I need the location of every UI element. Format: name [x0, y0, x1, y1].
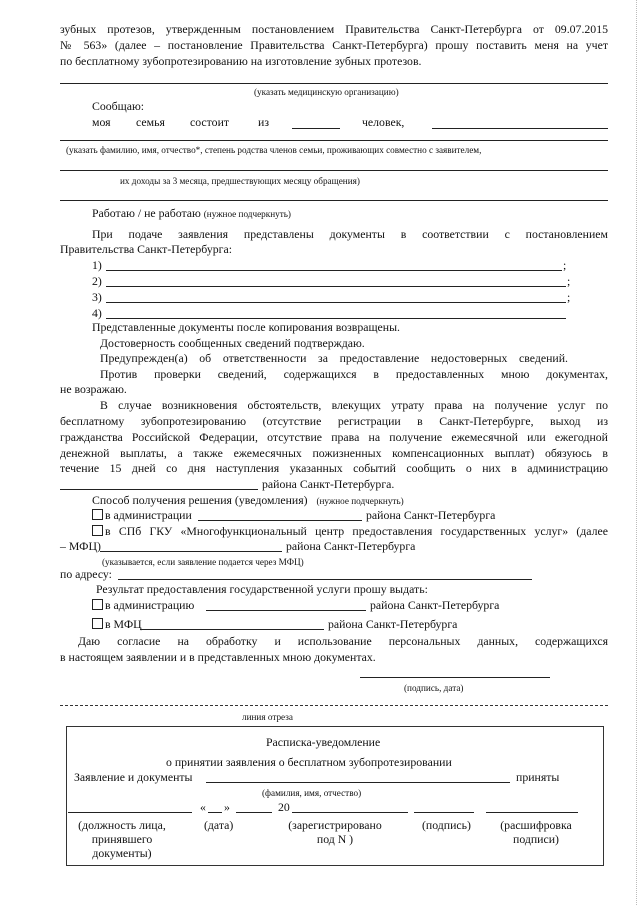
receipt-year-prefix: 20	[278, 800, 290, 814]
cut-line-label: линия отреза	[242, 712, 293, 722]
receipt-accepted-label: Заявление и документы	[74, 770, 193, 784]
receipt-subtitle: о принятии заявления о бесплатном зубопротезировании	[166, 755, 452, 769]
doc-num-2: 2)	[92, 274, 102, 288]
obligation-5: течение 15 дней со дня наступления указанных событий сообщить о них в администрацию	[60, 461, 608, 475]
decision-admin-field[interactable]	[198, 520, 362, 521]
receipt-accepted-suffix: приняты	[516, 770, 560, 784]
receipt-day-field[interactable]	[208, 812, 222, 813]
scan-edge	[636, 0, 637, 905]
checkbox-icon[interactable]	[92, 509, 103, 520]
receipt-quote-open: «	[200, 800, 206, 814]
signature-hint: (подпись, дата)	[404, 683, 464, 693]
family-word-2: семья	[136, 115, 165, 129]
income-hint: их доходы за 3 месяца, предшествующих месяцу обращения)	[120, 176, 360, 186]
doc-field-2[interactable]	[106, 286, 566, 287]
work-hint: (нужное подчеркнуть)	[203, 209, 291, 219]
obligation-6: района Санкт-Петербурга.	[262, 477, 395, 491]
receipt-quote-close: »	[224, 800, 230, 814]
statement-2: Достоверность сообщенных сведений подтверждаю.	[100, 336, 365, 350]
address-field[interactable]	[118, 579, 532, 580]
receipt-col-reg: (зарегистрировано под N )	[288, 818, 382, 846]
result-mfc-field[interactable]	[140, 629, 324, 630]
family-count-field[interactable]	[292, 128, 340, 129]
obligation-2: бесплатному зубопротезированию (отсутствие регистрации в Санкт-Петербурге, выход из	[60, 414, 608, 428]
result-title: Результат предоставления государственной услуги прошу выдать:	[96, 582, 428, 596]
receipt-decode-field[interactable]	[486, 812, 578, 813]
income-line[interactable]	[60, 170, 608, 171]
result-admin-suffix: района Санкт-Петербурга	[370, 598, 500, 612]
decision-title: Способ получения решения (уведомления) (нужное подчеркнуть)	[92, 493, 404, 507]
result-option-admin[interactable]: в администрацию	[92, 598, 194, 612]
doc-field-1[interactable]	[106, 270, 562, 271]
family-members-field[interactable]	[432, 128, 608, 129]
decision-hint: (нужное подчеркнуть)	[316, 496, 404, 506]
decision-option-mfc[interactable]: в СПб ГКУ «Многофункциональный центр предоставления государственных услуг» (далее	[92, 524, 608, 538]
receipt-col-sign: (подпись)	[422, 818, 471, 832]
docs-intro-1: При подаче заявления представлены документы в соответствии с постановлением	[92, 227, 608, 241]
org-field[interactable]	[60, 83, 608, 84]
doc-num-4: 4)	[92, 306, 102, 320]
soobshayu-label: Сообщаю:	[92, 99, 145, 113]
signature-field[interactable]	[360, 677, 550, 678]
receipt-position-field[interactable]	[68, 812, 192, 813]
decision-option-admin[interactable]: в администрации	[92, 508, 192, 522]
obligation-admin-field[interactable]	[60, 489, 258, 490]
receipt-regnum-field[interactable]	[292, 812, 408, 813]
doc-semi-2: ;	[567, 274, 571, 288]
result-admin-field[interactable]	[206, 610, 366, 611]
family-word-5: человек,	[362, 115, 405, 129]
statement-4b: не возражаю.	[60, 382, 127, 396]
checkbox-icon[interactable]	[92, 618, 103, 629]
receipt-month-field[interactable]	[236, 812, 272, 813]
income-line-2[interactable]	[60, 200, 608, 201]
receipt-col-date: (дата)	[204, 818, 234, 832]
doc-semi-3: ;	[567, 290, 571, 304]
receipt-col-position: (должность лица, принявшего документы)	[78, 818, 166, 860]
receipt-fio-hint: (фамилия, имя, отчество)	[262, 788, 362, 798]
result-option-mfc[interactable]: в МФЦ	[92, 617, 142, 631]
family-word-3: состоит	[190, 115, 230, 129]
intro-line-2: № 563» (далее – постановление Правительства Санкт-Петербурга) прошу поставить меня на учет	[60, 38, 608, 52]
consent-1: Даю согласие на обработку и использование персональных данных, содержащихся	[78, 634, 608, 648]
decision-mfc-suffix: района Санкт-Петербурга	[286, 539, 416, 553]
result-mfc-suffix: района Санкт-Петербурга	[328, 617, 458, 631]
consent-2: в настоящем заявлении и в представленных мною документах.	[60, 650, 376, 664]
receipt-col-decode: (расшифровка подписи)	[500, 818, 572, 846]
doc-semi-1: ;	[563, 258, 567, 272]
receipt-title: Расписка-уведомление	[266, 735, 381, 749]
checkbox-icon[interactable]	[92, 525, 103, 536]
docs-intro-2: Правительства Санкт-Петербурга:	[60, 242, 233, 256]
receipt-sign-field[interactable]	[414, 812, 474, 813]
address-label: по адресу:	[60, 567, 112, 581]
obligation-1: В случае возникновения обстоятельств, влекущих утрату права на получение услуг по	[100, 398, 608, 412]
doc-num-1: 1)	[92, 258, 102, 272]
obligation-4: денежной выплаты, а также ежемесячных пожизненных компенсационных выплат) обязуюсь в	[60, 446, 608, 460]
intro-line-1: зубных протезов, утвержденным постановлением Правительства Санкт-Петербурга от 09.07.2015	[60, 22, 608, 36]
doc-field-4[interactable]	[106, 318, 566, 319]
family-word-4: из	[258, 115, 269, 129]
doc-num-3: 3)	[92, 290, 102, 304]
doc-field-3[interactable]	[106, 302, 566, 303]
work-status: Работаю / не работаю (нужное подчеркнуть)	[92, 206, 291, 220]
org-hint: (указать медицинскую организацию)	[254, 87, 399, 97]
receipt-applicant-field[interactable]	[206, 782, 510, 783]
family-word-1: моя	[92, 115, 111, 129]
members-hint: (указать фамилию, имя, отчество*, степень родства членов семьи, проживающих совместно с заявителем,	[66, 145, 482, 155]
obligation-3: гражданства Российской Федерации, отсутствие права на получение ежемесячной или ежегодной	[60, 430, 608, 444]
decision-mfc-hint: (указывается, если заявление подается через МФЦ)	[102, 557, 304, 567]
cut-line	[60, 705, 608, 706]
decision-mfc-abbr: – МФЦ)	[60, 539, 101, 553]
members-line[interactable]	[60, 140, 608, 141]
statement-4a: Против проверки сведений, содержащихся в предоставленных мною документах,	[100, 367, 608, 381]
decision-admin-suffix: района Санкт-Петербурга	[366, 508, 496, 522]
checkbox-icon[interactable]	[92, 599, 103, 610]
intro-line-3: по бесплатному зубопротезированию на изготовление зубных протезов.	[60, 54, 422, 68]
statement-3: Предупрежден(а) об ответственности за предоставление недостоверных сведений.	[100, 351, 568, 365]
statement-1: Представленные документы после копирования возвращены.	[92, 320, 400, 334]
decision-mfc-field[interactable]	[100, 551, 282, 552]
